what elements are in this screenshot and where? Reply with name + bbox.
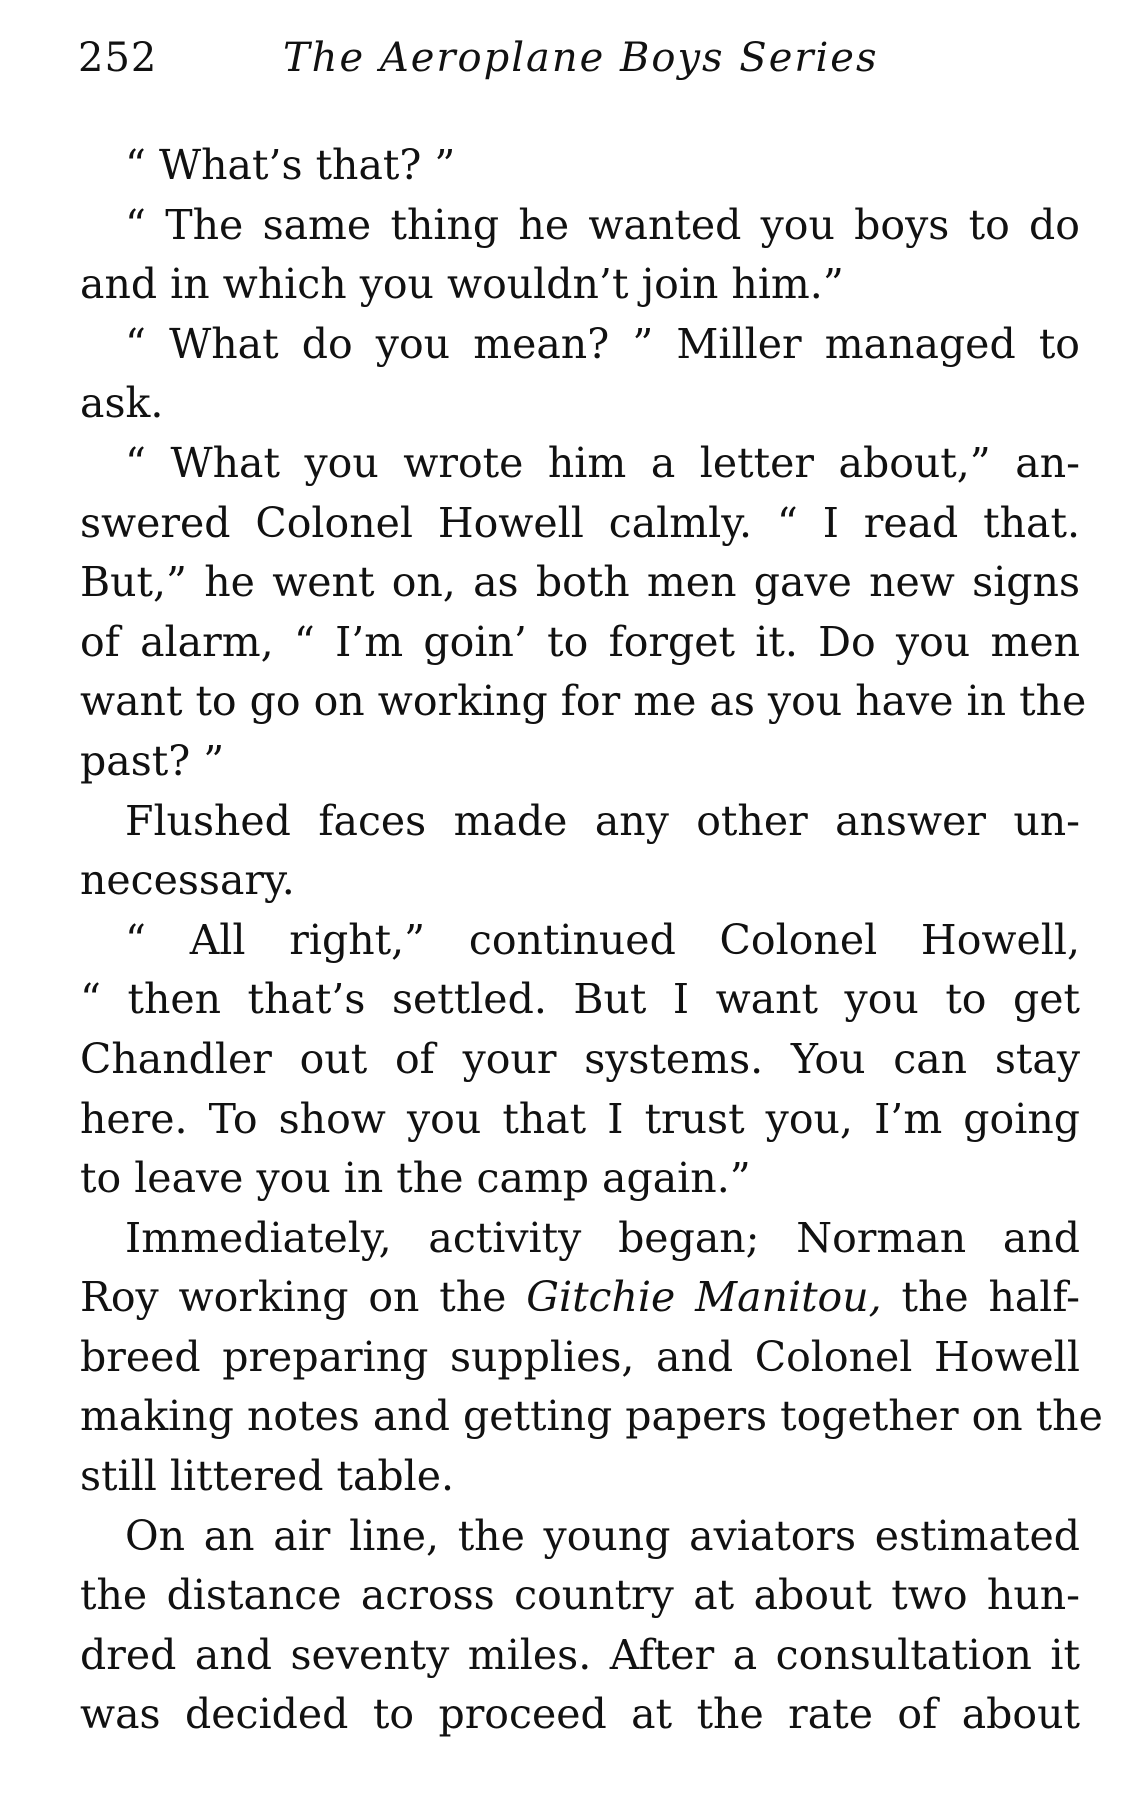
text-line: still littered table.	[80, 1452, 455, 1501]
text-segment: the half-	[881, 1273, 1080, 1322]
text-line: On an air line, the young aviators estimated	[125, 1511, 1080, 1560]
text-line: the distance across country at about two hun-	[80, 1571, 1080, 1620]
text-line: making notes and getting papers together on the	[80, 1392, 1103, 1441]
text-line: Immediately, activity began; Norman and	[125, 1213, 1080, 1262]
text-line: Flushed faces made any other answer un-	[125, 796, 1080, 845]
text-line: “ then that’s settled. But I want you to get	[80, 975, 1080, 1024]
text-line: and in which you wouldn’t join him.”	[80, 260, 844, 309]
text-line: “ What’s that? ”	[125, 141, 456, 189]
text-line: here. To show you that I trust you, I’m going	[80, 1094, 1080, 1143]
italic-title: Gitchie Manitou,	[526, 1273, 882, 1322]
running-head: The Aeroplane Boys Series	[283, 35, 879, 81]
page-number: 252	[78, 35, 158, 81]
text-line: want to go on working for me as you have in the	[80, 677, 1087, 726]
text-line: necessary.	[80, 856, 295, 905]
text-line: was decided to proceed at the rate of about	[80, 1690, 1080, 1739]
text-line: “ All right,” continued Colonel Howell,	[125, 915, 1080, 964]
text-line: swered Colonel Howell calmly. “ I read that.	[80, 498, 1080, 547]
text-line: “ What do you mean? ” Miller managed to	[125, 319, 1080, 368]
text-line: past? ”	[80, 736, 225, 785]
text-line: ask.	[80, 379, 164, 428]
text-line: “ The same thing he wanted you boys to do	[125, 200, 1080, 249]
text-line: “ What you wrote him a letter about,” an-	[125, 438, 1080, 487]
page-header	[78, 28, 1078, 88]
text-segment: Roy working on the	[80, 1273, 527, 1322]
text-line: Chandler out of your systems. You can stay	[80, 1034, 1080, 1083]
text-line: to leave you in the camp again.”	[80, 1154, 751, 1203]
text-line	[80, 1268, 1080, 1328]
text-line: of alarm, “ I’m goin’ to forget it. Do you men	[80, 617, 1080, 666]
text-line: dred and seventy miles. After a consultation it	[80, 1630, 1080, 1679]
body-text	[80, 136, 1103, 1745]
text-line: But,” he went on, as both men gave new signs	[80, 558, 1080, 607]
text-line: breed preparing supplies, and Colonel Howell	[80, 1332, 1080, 1381]
